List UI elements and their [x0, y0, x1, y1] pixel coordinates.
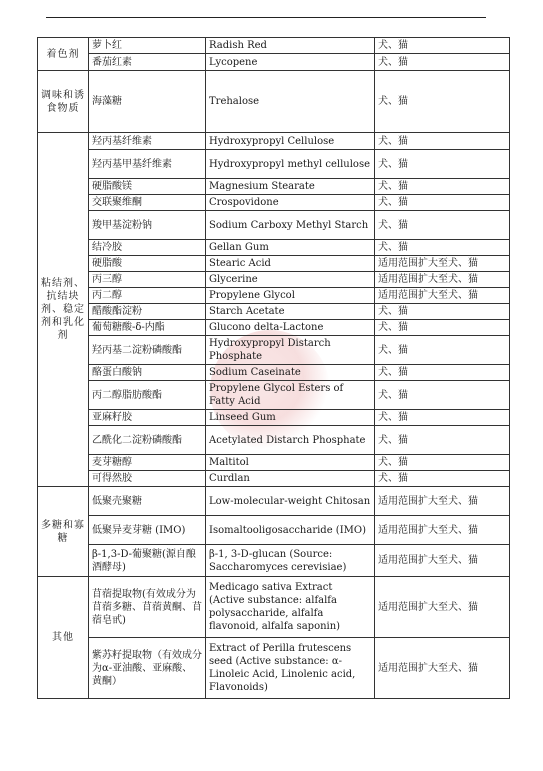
- chinese-name-cell: 羟丙基甲基纤维素: [89, 150, 206, 179]
- species-cell: 犬、猫: [375, 240, 510, 256]
- chinese-name-cell: 番茄红素: [89, 54, 206, 71]
- table-row: [38, 256, 510, 272]
- species-cell: 犬、猫: [375, 195, 510, 211]
- english-name-cell: Low-molecular-weight Chitosan: [206, 487, 375, 516]
- english-name-cell: Sodium Caseinate: [206, 365, 375, 381]
- table-row: [38, 381, 510, 410]
- species-cell: 犬、猫: [375, 150, 510, 179]
- chinese-name-cell: 结冷胶: [89, 240, 206, 256]
- species-cell: 犬、猫: [375, 381, 510, 410]
- table-row: [38, 426, 510, 455]
- table-row: [38, 410, 510, 426]
- species-cell: 适用范围扩大至犬、猫: [375, 638, 510, 699]
- english-name-cell: Curdlan: [206, 471, 375, 487]
- species-cell: 犬、猫: [375, 211, 510, 240]
- english-name-cell: Lycopene: [206, 54, 375, 71]
- species-cell: 犬、猫: [375, 71, 510, 133]
- english-name-cell: Gellan Gum: [206, 240, 375, 256]
- english-name-cell: Stearic Acid: [206, 256, 375, 272]
- english-name-cell: Propylene Glycol Esters of Fatty Acid: [206, 381, 375, 410]
- species-cell: 犬、猫: [375, 365, 510, 381]
- english-name-cell: Trehalose: [206, 71, 375, 133]
- species-cell: 犬、猫: [375, 54, 510, 71]
- additives-table-body: [38, 38, 510, 699]
- table-row: [38, 516, 510, 545]
- category-cell: 多糖和寡糖: [38, 487, 89, 577]
- chinese-name-cell: 乙酰化二淀粉磷酸酯: [89, 426, 206, 455]
- table-row: [38, 455, 510, 471]
- chinese-name-cell: 羧甲基淀粉钠: [89, 211, 206, 240]
- table-row: [38, 38, 510, 54]
- chinese-name-cell: 丙三醇: [89, 272, 206, 288]
- chinese-name-cell: 丙二醇: [89, 288, 206, 304]
- chinese-name-cell: 羟丙基纤维素: [89, 133, 206, 150]
- species-cell: 适用范围扩大至犬、猫: [375, 545, 510, 577]
- chinese-name-cell: 醋酸酯淀粉: [89, 304, 206, 320]
- table-row: [38, 272, 510, 288]
- english-name-cell: Starch Acetate: [206, 304, 375, 320]
- chinese-name-cell: β-1,3-D-葡聚糖(源自酿酒酵母): [89, 545, 206, 577]
- species-cell: 犬、猫: [375, 336, 510, 365]
- table-row: [38, 365, 510, 381]
- category-cell: 调味和诱食物质: [38, 71, 89, 133]
- chinese-name-cell: 麦芽糖醇: [89, 455, 206, 471]
- table-row: [38, 288, 510, 304]
- species-cell: 适用范围扩大至犬、猫: [375, 516, 510, 545]
- species-cell: 适用范围扩大至犬、猫: [375, 487, 510, 516]
- species-cell: 适用范围扩大至犬、猫: [375, 288, 510, 304]
- species-cell: 犬、猫: [375, 410, 510, 426]
- species-cell: 适用范围扩大至犬、猫: [375, 577, 510, 638]
- top-rule: [46, 17, 486, 18]
- chinese-name-cell: 葡萄糖酸-δ-内酯: [89, 320, 206, 336]
- table-row: [38, 545, 510, 577]
- table-row: [38, 336, 510, 365]
- english-name-cell: Hydroxypropyl Distarch Phosphate: [206, 336, 375, 365]
- english-name-cell: Hydroxypropyl methyl cellulose: [206, 150, 375, 179]
- english-name-cell: Hydroxypropyl Cellulose: [206, 133, 375, 150]
- chinese-name-cell: 低聚异麦芽糖 (IMO): [89, 516, 206, 545]
- english-name-cell: Acetylated Distarch Phosphate: [206, 426, 375, 455]
- english-name-cell: Isomaltooligosaccharide (IMO): [206, 516, 375, 545]
- chinese-name-cell: 酪蛋白酸钠: [89, 365, 206, 381]
- table-row: [38, 150, 510, 179]
- species-cell: 犬、猫: [375, 133, 510, 150]
- english-name-cell: Magnesium Stearate: [206, 179, 375, 195]
- english-name-cell: Propylene Glycol: [206, 288, 375, 304]
- chinese-name-cell: 硬脂酸: [89, 256, 206, 272]
- chinese-name-cell: 丙二醇脂肪酸酯: [89, 381, 206, 410]
- table-row: [38, 638, 510, 699]
- table-row: [38, 487, 510, 516]
- additives-table: [37, 37, 510, 699]
- chinese-name-cell: 硬脂酸镁: [89, 179, 206, 195]
- english-name-cell: Glucono delta-Lactone: [206, 320, 375, 336]
- species-cell: 犬、猫: [375, 426, 510, 455]
- english-name-cell: Medicago sativa Extract (Active substance: alfalfa polysaccharide, alfalfa flavonoid, alfalfa saponin): [206, 577, 375, 638]
- table-row: [38, 304, 510, 320]
- species-cell: 犬、猫: [375, 304, 510, 320]
- chinese-name-cell: 亚麻籽胶: [89, 410, 206, 426]
- chinese-name-cell: 紫苏籽提取物（有效成分为α-亚油酸、亚麻酸、黄酮）: [89, 638, 206, 699]
- species-cell: 犬、猫: [375, 320, 510, 336]
- english-name-cell: β-1, 3-D-glucan (Source: Saccharomyces cerevisiae): [206, 545, 375, 577]
- species-cell: 适用范围扩大至犬、猫: [375, 272, 510, 288]
- table-row: [38, 320, 510, 336]
- chinese-name-cell: 可得然胶: [89, 471, 206, 487]
- chinese-name-cell: 交联聚维酮: [89, 195, 206, 211]
- category-cell: 其他: [38, 577, 89, 699]
- species-cell: 犬、猫: [375, 455, 510, 471]
- english-name-cell: Sodium Carboxy Methyl Starch: [206, 211, 375, 240]
- chinese-name-cell: 萝卜红: [89, 38, 206, 54]
- english-name-cell: Glycerine: [206, 272, 375, 288]
- chinese-name-cell: 低聚壳聚糖: [89, 487, 206, 516]
- english-name-cell: Extract of Perilla frutescens seed (Active substance: α-Linoleic Acid, Linolenic acid, Flavonoids): [206, 638, 375, 699]
- english-name-cell: Crospovidone: [206, 195, 375, 211]
- table-row: [38, 211, 510, 240]
- table-row: [38, 179, 510, 195]
- chinese-name-cell: 苜蓿提取物(有效成分为苜蓿多糖、苜蓿黄酮、苜蓿皂甙): [89, 577, 206, 638]
- category-cell: 着色剂: [38, 38, 89, 71]
- table-row: [38, 54, 510, 71]
- table-row: [38, 240, 510, 256]
- english-name-cell: Maltitol: [206, 455, 375, 471]
- species-cell: 犬、猫: [375, 179, 510, 195]
- table-row: [38, 577, 510, 638]
- category-cell: 粘结剂、抗结块剂、稳定剂和乳化剂: [38, 133, 89, 487]
- table-row: [38, 471, 510, 487]
- table-row: [38, 195, 510, 211]
- chinese-name-cell: 海藻糖: [89, 71, 206, 133]
- english-name-cell: Radish Red: [206, 38, 375, 54]
- english-name-cell: Linseed Gum: [206, 410, 375, 426]
- chinese-name-cell: 羟丙基二淀粉磷酸酯: [89, 336, 206, 365]
- species-cell: 犬、猫: [375, 38, 510, 54]
- table-row: [38, 133, 510, 150]
- table-row: [38, 71, 510, 133]
- species-cell: 犬、猫: [375, 471, 510, 487]
- species-cell: 适用范围扩大至犬、猫: [375, 256, 510, 272]
